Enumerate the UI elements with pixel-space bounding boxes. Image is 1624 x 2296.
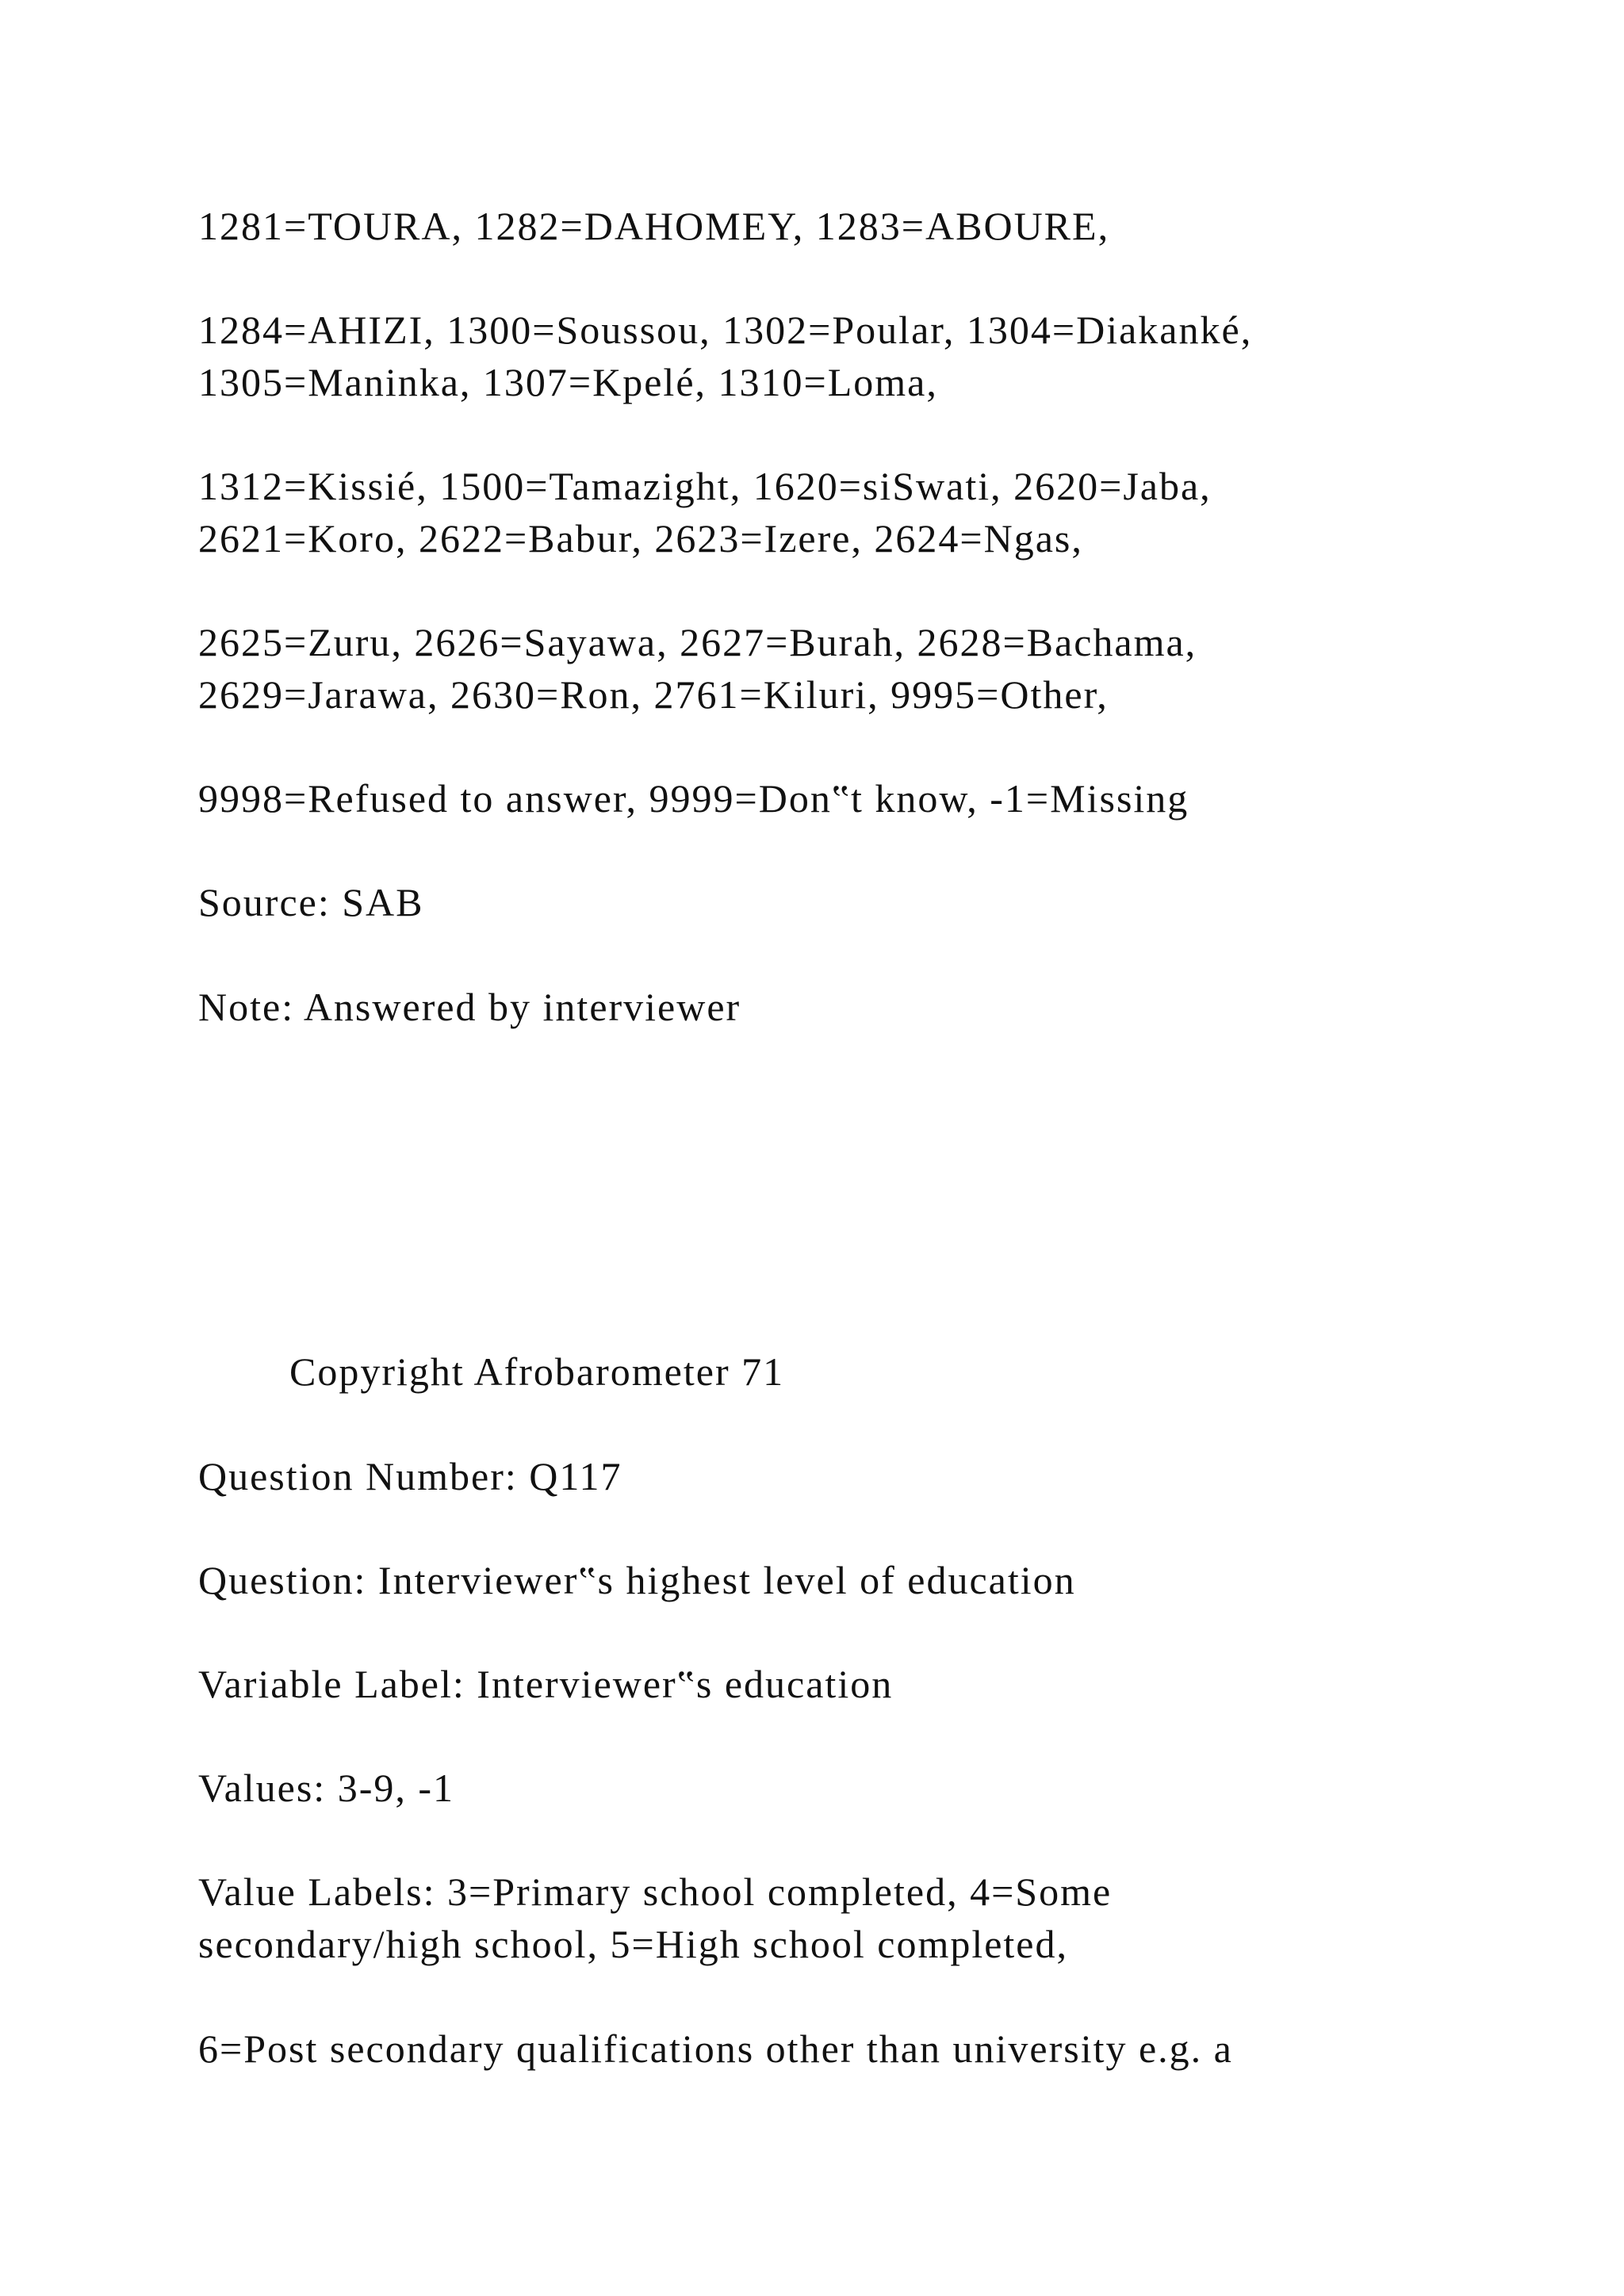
values-line: Values: 3-9, -1: [198, 1766, 454, 1810]
codes-paragraph-3: 1312=Kissié, 1500=Tamazight, 1620=siSwati, 2620=Jaba, 2621=Koro, 2622=Babur, 2623=Izere, 2624=Ngas,: [198, 464, 1212, 561]
codes-paragraph-4: 2625=Zuru, 2626=Sayawa, 2627=Burah, 2628=Bachama, 2629=Jarawa, 2630=Ron, 2761=Kiluri, 9995=Other,: [198, 620, 1197, 717]
page-footer: Copyright Afrobarometer 71: [289, 1349, 785, 1394]
question-number: Question Number: Q117: [198, 1454, 622, 1498]
variable-label: Variable Label: Interviewer‟s education: [198, 1662, 894, 1706]
codes-paragraph-1: 1281=TOURA, 1282=DAHOMEY, 1283=ABOURE,: [198, 204, 1110, 248]
value-labels-paragraph-1: Value Labels: 3=Primary school completed, 4=Some secondary/high school, 5=High school completed,: [198, 1869, 1113, 1966]
source-line: Source: SAB: [198, 880, 424, 924]
note-line: Note: Answered by interviewer: [198, 985, 741, 1029]
value-labels-paragraph-2: 6=Post secondary qualifications other than university e.g. a: [198, 2026, 1233, 2071]
question-text: Question: Interviewer‟s highest level of education: [198, 1558, 1076, 1602]
codes-paragraph-2: 1284=AHIZI, 1300=Soussou, 1302=Poular, 1304=Diakanké, 1305=Maninka, 1307=Kpelé, 1310=Loma,: [198, 308, 1253, 404]
codes-paragraph-5: 9998=Refused to answer, 9999=Don‟t know, -1=Missing: [198, 776, 1189, 821]
